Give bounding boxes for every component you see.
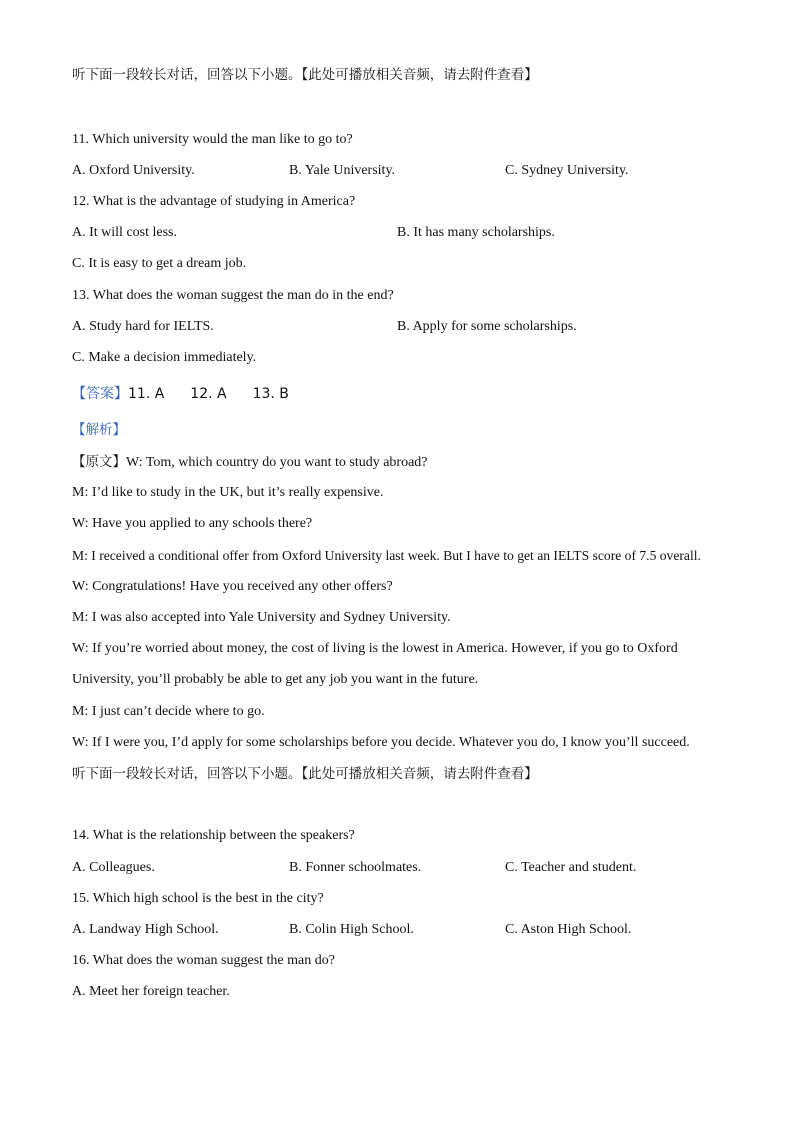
q11-option-a: A. Oxford University. [72, 163, 195, 178]
q15-option-a: A. Landway High School. [72, 922, 219, 937]
q11-option-c: C. Sydney University. [505, 163, 629, 178]
section-instruction-2: 听下面一段较长对话，回答以下小题。【此处可播放相关音频，请去附件查看】 [72, 766, 538, 782]
q13-option-a: A. Study hard for IELTS. [72, 319, 214, 334]
section-instruction-1: 听下面一段较长对话，回答以下小题。【此处可播放相关音频，请去附件查看】 [72, 67, 538, 83]
transcript-line-4: M: I received a conditional offer from Oxford University last week. But I have to get an IELTS score of 7.5 overall. [72, 548, 701, 563]
transcript-line-7: W: If you’re worried about money, the cost of living is the lowest in America. However, if you go to Oxford [72, 641, 678, 656]
q15-option-b: B. Colin High School. [289, 922, 414, 937]
q12-option-a: A. It will cost less. [72, 225, 177, 240]
question-12-stem: 12. What is the advantage of studying in America? [72, 194, 356, 209]
transcript-line-6: M: I was also accepted into Yale University and Sydney University. [72, 610, 451, 625]
question-15-stem: 15. Which high school is the best in the city? [72, 891, 324, 906]
analysis-label: 【解析】 [72, 422, 126, 438]
transcript-text-1: W: Tom, which country do you want to study abroad? [126, 455, 428, 470]
transcript-line-1 [72, 453, 428, 472]
q13-option-b: B. Apply for some scholarships. [397, 319, 577, 334]
transcript-line-3: W: Have you applied to any schools there? [72, 516, 313, 531]
q14-option-a: A. Colleagues. [72, 860, 155, 875]
q12-option-b: B. It has many scholarships. [397, 225, 555, 240]
question-14-stem: 14. What is the relationship between the speakers? [72, 828, 355, 843]
q15-option-c: C. Aston High School. [505, 922, 632, 937]
q11-option-b: B. Yale University. [289, 163, 396, 178]
answer-label: 【答案】 [72, 386, 128, 402]
q12-option-c: C. It is easy to get a dream job. [72, 256, 247, 271]
answer-13: 13. B [252, 386, 289, 402]
answer-line [72, 385, 289, 403]
q14-option-b: B. Fonner schoolmates. [289, 860, 422, 875]
q14-option-c: C. Teacher and student. [505, 860, 637, 875]
transcript-line-5: W: Congratulations! Have you received any other offers? [72, 579, 393, 594]
transcript-label: 【原文】 [72, 454, 126, 470]
question-16-stem: 16. What does the woman suggest the man do? [72, 953, 335, 968]
transcript-line-10: W: If I were you, I’d apply for some scholarships before you decide. Whatever you do, I know you’ll succeed. [72, 735, 690, 750]
transcript-line-8: University, you’ll probably be able to get any job you want in the future. [72, 672, 479, 687]
answer-12: 12. A [190, 386, 227, 402]
q16-option-a: A. Meet her foreign teacher. [72, 984, 230, 999]
question-13-stem: 13. What does the woman suggest the man do in the end? [72, 288, 394, 303]
q13-option-c: C. Make a decision immediately. [72, 350, 257, 365]
answer-11: 11. A [128, 386, 165, 402]
transcript-line-9: M: I just can’t decide where to go. [72, 704, 265, 719]
question-11-stem: 11. Which university would the man like to go to? [72, 132, 353, 147]
transcript-line-2: M: I’d like to study in the UK, but it’s really expensive. [72, 485, 384, 500]
